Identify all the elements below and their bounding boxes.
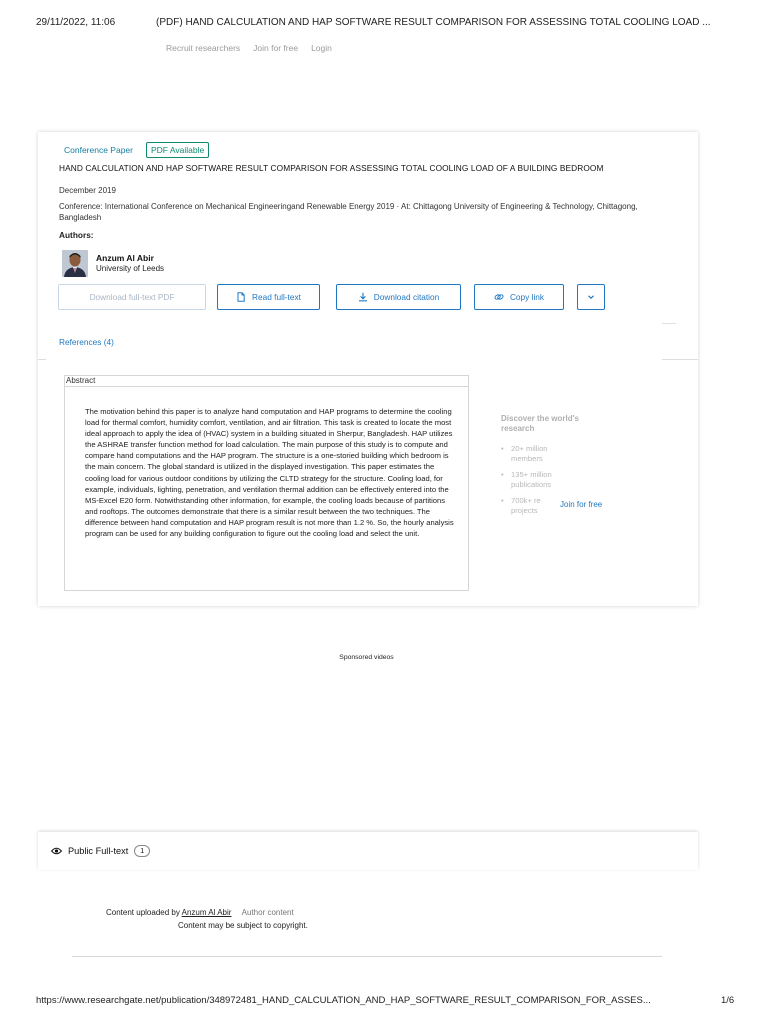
download-citation-button[interactable] xyxy=(336,284,461,310)
divider xyxy=(662,359,698,360)
download-full-text-pdf-button[interactable] xyxy=(58,284,206,310)
abstract-heading: Abstract xyxy=(64,375,469,387)
download-icon xyxy=(358,292,368,302)
stat-label: projects xyxy=(511,506,538,515)
public-full-text-count: 1 xyxy=(134,845,150,857)
stat-value: 700k+ re xyxy=(511,496,541,505)
stat-label: publications xyxy=(511,480,552,489)
print-url: https://www.researchgate.net/publication/348972481_HAND_CALCULATION_AND_HAP_SOFTWARE_RESULT_COMPARISON_FOR_ASSES... xyxy=(36,995,651,1006)
stat-value: 135+ million xyxy=(511,470,552,479)
paper-date: December 2019 xyxy=(59,186,116,195)
stat-value: 20+ million xyxy=(511,444,548,453)
divider xyxy=(662,323,676,324)
author-institution: University of Leeds xyxy=(96,264,165,273)
bullet: • xyxy=(501,444,504,453)
top-nav xyxy=(166,43,332,53)
copy-link-button[interactable] xyxy=(474,284,564,310)
stat-label: members xyxy=(511,454,543,463)
author-content-tag: Author content xyxy=(241,908,294,917)
recruit-researchers-link[interactable]: Recruit researchers xyxy=(166,43,241,53)
paper-title: HAND CALCULATION AND HAP SOFTWARE RESULT COMPARISON FOR ASSESSING TOTAL COOLING LOAD OF A BUILDING BEDROOM xyxy=(59,163,604,173)
document-icon xyxy=(236,292,246,302)
print-page-title: (PDF) HAND CALCULATION AND HAP SOFTWARE RESULT COMPARISON FOR ASSESSING TOTAL COOLING LOAD ... xyxy=(156,17,711,28)
tab-references[interactable]: References (4) xyxy=(59,337,114,347)
conference-info: Conference: International Conference on Mechanical Engineeringand Renewable Energy 2019 · At: Chittagong University of Engineering & Technology, Chittagong, Bangladesh xyxy=(59,202,638,222)
author-name[interactable]: Anzum Al Abir xyxy=(96,253,154,263)
download-pdf-label: Download full-text PDF xyxy=(89,292,175,302)
read-full-text-label: Read full-text xyxy=(252,292,301,302)
authors-label: Authors: xyxy=(59,230,94,240)
publication-type-label: Conference Paper xyxy=(64,145,133,155)
read-full-text-button[interactable] xyxy=(217,284,320,310)
uploader-link[interactable]: Anzum Al Abir xyxy=(181,908,232,917)
copy-link-label: Copy link xyxy=(509,292,545,302)
eye-icon xyxy=(51,847,62,855)
join-for-free-link[interactable]: Join for free xyxy=(253,43,299,53)
join-for-free-button[interactable]: Join for free xyxy=(560,500,603,509)
divider xyxy=(72,956,662,957)
public-full-text-tab[interactable] xyxy=(51,845,150,857)
print-page-number: 1/6 xyxy=(721,995,735,1006)
download-citation-label: Download citation xyxy=(373,292,440,302)
more-actions-button[interactable] xyxy=(577,284,605,310)
stat-projects xyxy=(501,496,559,516)
discover-heading: Discover the world's research xyxy=(501,414,579,433)
author-photo-icon xyxy=(62,250,88,277)
link-icon xyxy=(494,292,504,302)
author-avatar[interactable] xyxy=(62,250,88,277)
sponsored-videos-label: Sponsored videos xyxy=(339,654,394,661)
copyright-notice: Content may be subject to copyright. xyxy=(178,921,308,930)
upload-prefix: Content uploaded by xyxy=(106,908,180,917)
upload-info xyxy=(106,908,294,917)
divider xyxy=(38,359,46,360)
stat-publications xyxy=(501,470,565,490)
print-date: 29/11/2022, 11:06 xyxy=(36,17,116,28)
bullet: • xyxy=(501,496,504,505)
chevron-down-icon xyxy=(586,292,596,302)
pdf-available-badge: PDF Available xyxy=(146,142,209,158)
bullet: • xyxy=(501,470,504,479)
public-full-text-label: Public Full-text xyxy=(68,846,129,856)
login-link[interactable]: Login xyxy=(311,43,332,53)
abstract-text: The motivation behind this paper is to analyze hand computation and HAP programs to determine the cooling load for thermal comfort, humidity comfort, ventilation, and air filtration. This task is created to locate the most ideal approach to apply the idea of (HVAC) system in a building situated in Sherpur, Bangladesh. HAP utilizes the ASHRAE transfer function method for load calculation. The main purpose of this study is to compute and compare hand computations and the HAP program. The structure is a one-storied building which bedroom is the main concern. The global standard is utilized in the displayed investigation. This paper estimates the cooling load for various outdoor conditions by utilizing the CLTD strategy for the structure. Cooling load, for example, individuals, lighting, penetration, and ventilation thermal addition can be effectively entered into the MS-Excel E20 form. Notwithstanding other information, for example, the cooling loads because of partitions and rooftops. The outcomes demonstrate that there is a similar result between the two techniques. The difference between hand computation and HAP program result is not more than 1.2 %. So, the hourly analysis program can be used for any building configuration to figure out the cooling load and select the unit. xyxy=(85,407,454,539)
stat-members xyxy=(501,444,565,464)
